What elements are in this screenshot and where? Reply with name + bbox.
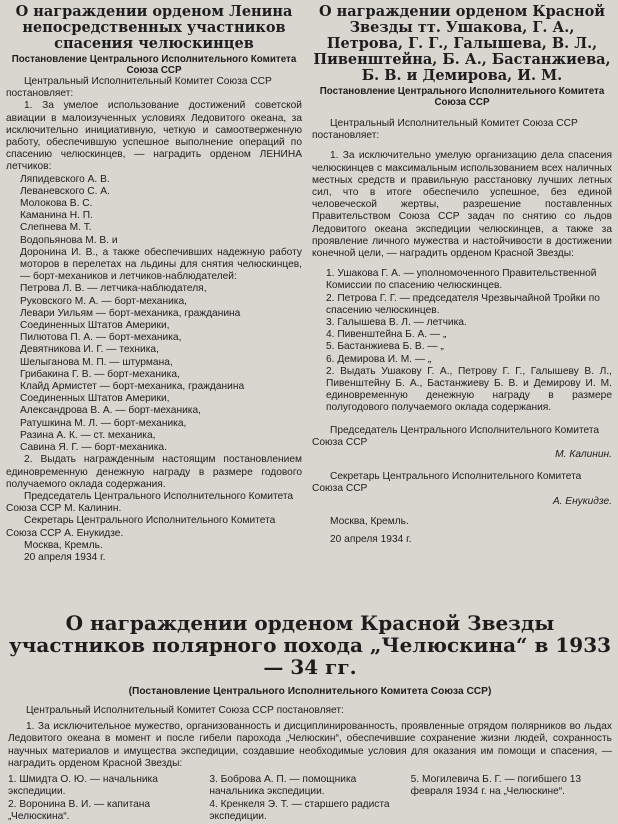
awardees-column-2 xyxy=(209,774,410,824)
right-article xyxy=(312,4,612,546)
pilot: Леваневского С. А. xyxy=(20,185,110,197)
awardee: 5. Могилевича Б. Г. — погибшего 13 февраля 1934 г. на „Челюскине“. xyxy=(410,774,582,798)
left-pilots xyxy=(6,174,302,284)
list-item: 3. Галышева В. Л. — летчика. xyxy=(326,317,467,329)
bottom-preamble: Центральный Исполнительный Комитет Союза ССР постановляет: xyxy=(26,705,344,716)
awardees-column-1 xyxy=(8,774,209,824)
mechanic: Шелыганова М. П. — штурмана, xyxy=(20,356,173,368)
pilot: Водопьянова М. В. и xyxy=(20,234,118,246)
mechanic: Ратушкина М. Л. — борт-механика, xyxy=(20,417,187,429)
awardees-column-3 xyxy=(411,774,612,824)
right-title: О награждении орденом Красной Звезды тт. Ушакова, Г. А., Петрова, Г. Г., Галышева, В. Л., Пивенштейна, Б. А., Бастанжиева, Б. В. и Демирова, И. М. xyxy=(313,3,611,84)
list-item: 1. Ушакова Г. А. — уполномоченного Правительственной Комиссии по спасению челюскинцев. xyxy=(326,268,597,292)
mechanic: Руковского М. А. — борт-механика, xyxy=(20,295,187,307)
left-paragraph-2: 2. Выдать награжденным настоящим постановлением единовременную денежную награду в размере годового получаемого оклада содержания. xyxy=(6,454,302,490)
right-date: 20 апреля 1934 г. xyxy=(330,534,412,546)
list-item: 6. Демирова И. М. — „ xyxy=(326,353,432,365)
awardee: 4. Кренкеля Э. Т. — старшего радиста экспедиции. xyxy=(209,798,390,823)
pilot: Доронина И. В., а также обеспечивших надежную работу моторов в перелетах на льдины для снятия челюскинцев, — борт-механиков и летчиков-наблюдателей: xyxy=(20,246,302,283)
awardee: 1. Шмидта О. Ю. — начальника экспедиции. xyxy=(8,774,158,798)
bottom-awardees xyxy=(8,774,612,824)
list-item: 5. Бастанжиева Б. В. — „ xyxy=(326,341,444,353)
right-chair: Председатель Центрального Исполнительного Комитета Союза ССР xyxy=(312,424,600,448)
right-subtitle: Постановление Центрального Исполнительного Комитета Союза ССР xyxy=(319,86,605,108)
pilot: Слепнева М. Т. xyxy=(20,222,92,234)
right-preamble: Центральный Исполнительный Комитет Союза ССР постановляет: xyxy=(312,118,578,142)
right-secretary: Секретарь Центрального Исполнительного Комитета Союза ССР xyxy=(312,471,582,495)
pilot: Каманина Н. П. xyxy=(20,210,93,222)
awardee: 2. Воронина В. И. — капитана „Челюскина“. xyxy=(8,798,151,823)
left-mechanics xyxy=(6,283,302,454)
mechanic: Девятникова И. Г. — техника, xyxy=(20,344,159,356)
right-paragraph-1: 1. За исключительно умелую организацию дела спасения челюскинцев с максимальным использованием всех наличных местных средств и правильную расстановку лучших летных сил, что в итоге обеспечило успешное, без единой человеческой жертвы, разрешение поставленных Правительством Союза ССР задач по снятию со льдов Ледовитого океана экспедиции челюскинцев, а также за проявление личного мужества и настойчивости в достижении конечной цели, — наградить орденом Красной Звезды: xyxy=(312,150,612,260)
bottom-paragraph-1: 1. За исключительное мужество, организованность и дисциплинированность, проявленные отрядом полярников во льдах Ледовитого океана в момент и после гибели парохода „Челюскин“, обеспечившие сохранение жизни людей, сохранность научных материалов и имущества экспедиции, создавшие необходимые условия для оказания им помощи и спасения, — наградить орденом Красной Звезды: xyxy=(8,721,612,769)
list-item: 2. Петрова Г. Г. — председателя Чрезвычайной Тройки по спасению челюскинцев. xyxy=(326,292,600,316)
mechanic: Разина А. К. — ст. механика, xyxy=(20,429,156,441)
mechanic: Пилютова П. А. — борт-механика, xyxy=(20,332,182,344)
left-subtitle: Постановление Центрального Исполнительного Комитета Союза ССР xyxy=(11,54,297,76)
right-secretary-signature: А. Енукидзе. xyxy=(552,495,612,507)
right-paragraph-2: 2. Выдать Ушакову Г. А., Петрову Г. Г., Галышеву В. Л., Пивенштейну Б. А., Бастанжиеву Б. В. и Демирову И. М. единовременную денежную награду в размере полугодового получаемого оклада содержания. xyxy=(326,365,612,414)
pilot: Ляпидевского А. В. xyxy=(20,173,110,185)
right-place: Москва, Кремль. xyxy=(330,515,409,527)
left-preamble: Центральный Исполнительный Комитет Союза ССР постановляет: xyxy=(6,76,272,100)
mechanic: Александрова В. А. — борт-механика, xyxy=(20,405,201,417)
right-list xyxy=(312,268,612,366)
bottom-article xyxy=(8,612,612,824)
mechanic: Савина Я. Г. — борт-механика. xyxy=(20,442,167,454)
bottom-subtitle: (Постановление Центрального Исполнительного Комитета Союза ССР) xyxy=(128,686,492,697)
list-item: 4. Пивенштейна Б. А. — „ xyxy=(326,329,447,341)
awardee: 3. Боброва А. П. — помощника начальника экспедиции. xyxy=(209,774,357,798)
left-date: 20 апреля 1934 г. xyxy=(24,551,106,563)
left-chair: Председатель Центрального Исполнительного Комитета Союза ССР М. Калинин. xyxy=(6,490,294,515)
mechanic: Клайд Армистет — борт-механика, гражданина Соединенных Штатов Америки, xyxy=(20,381,245,405)
left-article xyxy=(6,4,302,564)
left-paragraph-1: 1. За умелое использование достижений советской авиации в малоизученных условиях Ледовитого океана, за исключительно инициативную, четкую и самоотверженную работу, обеспечившую успешное выполнение операций по спасению челюскинцев, — наградить орденом ЛЕНИНА летчиков: xyxy=(6,100,302,173)
pilot: Молокова В. С. xyxy=(20,198,93,210)
left-place: Москва, Кремль. xyxy=(24,539,103,551)
mechanic: Левари Уильям — борт-механика, гражданина Соединенных Штатов Америки, xyxy=(20,307,241,332)
bottom-title: О награждении орденом Красной Звезды участников полярного похода „Челюскина“ в 1933 — 34 гг. xyxy=(8,611,612,679)
left-secretary: Секретарь Центрального Исполнительного Комитета Союза ССР А. Енукидзе. xyxy=(6,515,276,539)
left-title: О награждении орденом Ленина непосредственных участников спасения челюскинцев xyxy=(15,3,293,52)
mechanic: Грибакина Г. В. — борт-механика, xyxy=(20,368,180,380)
mechanic: Петрова Л. В. — летчика-наблюдателя, xyxy=(20,283,207,295)
right-chair-signature: М. Калинин. xyxy=(555,449,612,461)
